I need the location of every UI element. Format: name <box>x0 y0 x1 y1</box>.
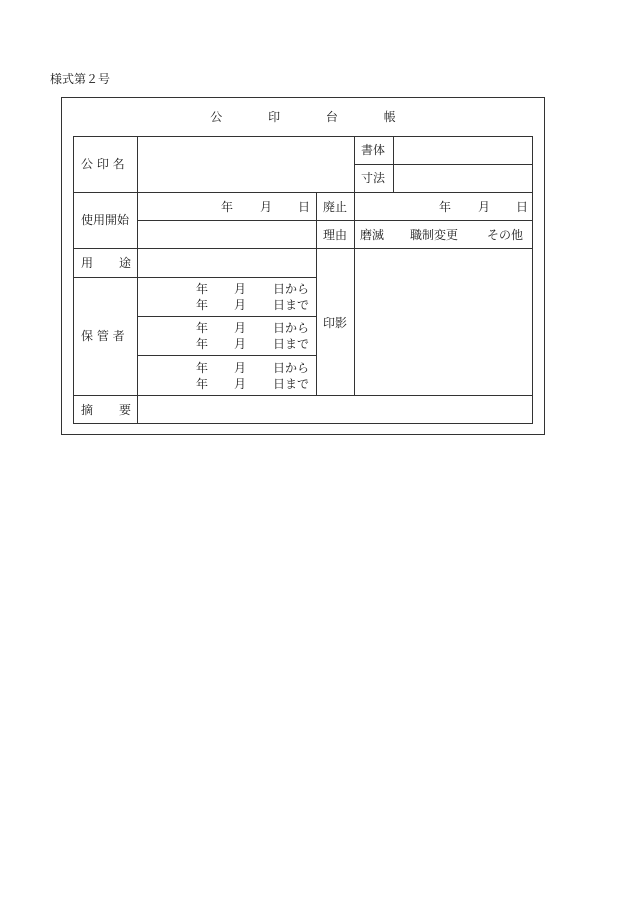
remarks-label <box>81 402 131 418</box>
table-rule <box>137 316 317 317</box>
seal-name-label: 公 印 名 <box>81 157 125 171</box>
seal-impression-label: 印影 <box>323 316 348 330</box>
custodian-2-from-day: 日から <box>273 321 310 335</box>
use-start-day: 日 <box>298 200 311 214</box>
custodian-2-until-year: 年 <box>196 337 209 351</box>
custodian-3-from-year: 年 <box>196 361 209 375</box>
use-start-month: 月 <box>260 200 273 214</box>
custodian-2-until-day: 日まで <box>273 337 310 351</box>
table-rule <box>73 192 533 193</box>
table-rule <box>137 136 138 424</box>
reason-other: その他 <box>487 228 524 242</box>
reason-change: 職制変更 <box>410 228 459 242</box>
table-rule <box>73 277 317 278</box>
purpose-label-char: 用 <box>81 256 94 270</box>
table-rule <box>354 136 355 396</box>
seal-register-table <box>73 136 533 424</box>
use-start-year: 年 <box>221 200 234 214</box>
remarks-label-char: 要 <box>118 403 131 417</box>
title-char: 公 <box>210 110 223 124</box>
custodian-1-until-year: 年 <box>196 298 209 312</box>
custodian-2-from-month: 月 <box>234 321 247 335</box>
table-border-left <box>73 136 74 424</box>
table-border-bottom <box>73 423 533 424</box>
title-char: 台 <box>325 110 338 124</box>
purpose-label-char: 途 <box>118 256 131 270</box>
custodian-3-until-month: 月 <box>234 377 247 391</box>
dimensions-label: 寸法 <box>361 171 386 185</box>
table-rule <box>137 220 533 221</box>
custodian-1-from-year: 年 <box>196 282 209 296</box>
abolished-month: 月 <box>478 200 491 214</box>
custodian-label: 保 管 者 <box>81 329 125 343</box>
remarks-label-char: 摘 <box>81 403 94 417</box>
custodian-1-from-day: 日から <box>273 282 310 296</box>
form-title <box>61 108 545 125</box>
form-number: 様式第２号 <box>50 72 111 86</box>
typeface-label: 書体 <box>361 143 386 157</box>
table-rule <box>73 248 533 249</box>
custodian-3-from-day: 日から <box>273 361 310 375</box>
custodian-2-until-month: 月 <box>234 337 247 351</box>
custodian-1-from-month: 月 <box>234 282 247 296</box>
custodian-3-until-day: 日まで <box>273 377 310 391</box>
use-start-label: 使用開始 <box>81 213 130 227</box>
table-rule <box>73 395 533 396</box>
abolished-label: 廃止 <box>323 200 348 214</box>
title-char: 印 <box>268 110 281 124</box>
custodian-3-until-year: 年 <box>196 377 209 391</box>
abolished-day: 日 <box>516 200 529 214</box>
title-char: 帳 <box>383 110 396 124</box>
custodian-2-from-year: 年 <box>196 321 209 335</box>
table-border-top <box>73 136 533 137</box>
custodian-1-until-day: 日まで <box>273 298 310 312</box>
table-rule <box>354 164 533 165</box>
purpose-label <box>81 255 131 271</box>
table-rule <box>137 355 317 356</box>
reason-wear: 磨滅 <box>360 228 385 242</box>
abolished-year: 年 <box>439 200 452 214</box>
table-border-right <box>532 136 533 424</box>
custodian-3-from-month: 月 <box>234 361 247 375</box>
table-rule <box>316 192 317 396</box>
custodian-1-until-month: 月 <box>234 298 247 312</box>
table-rule <box>393 136 394 192</box>
reason-label: 理由 <box>323 228 348 242</box>
